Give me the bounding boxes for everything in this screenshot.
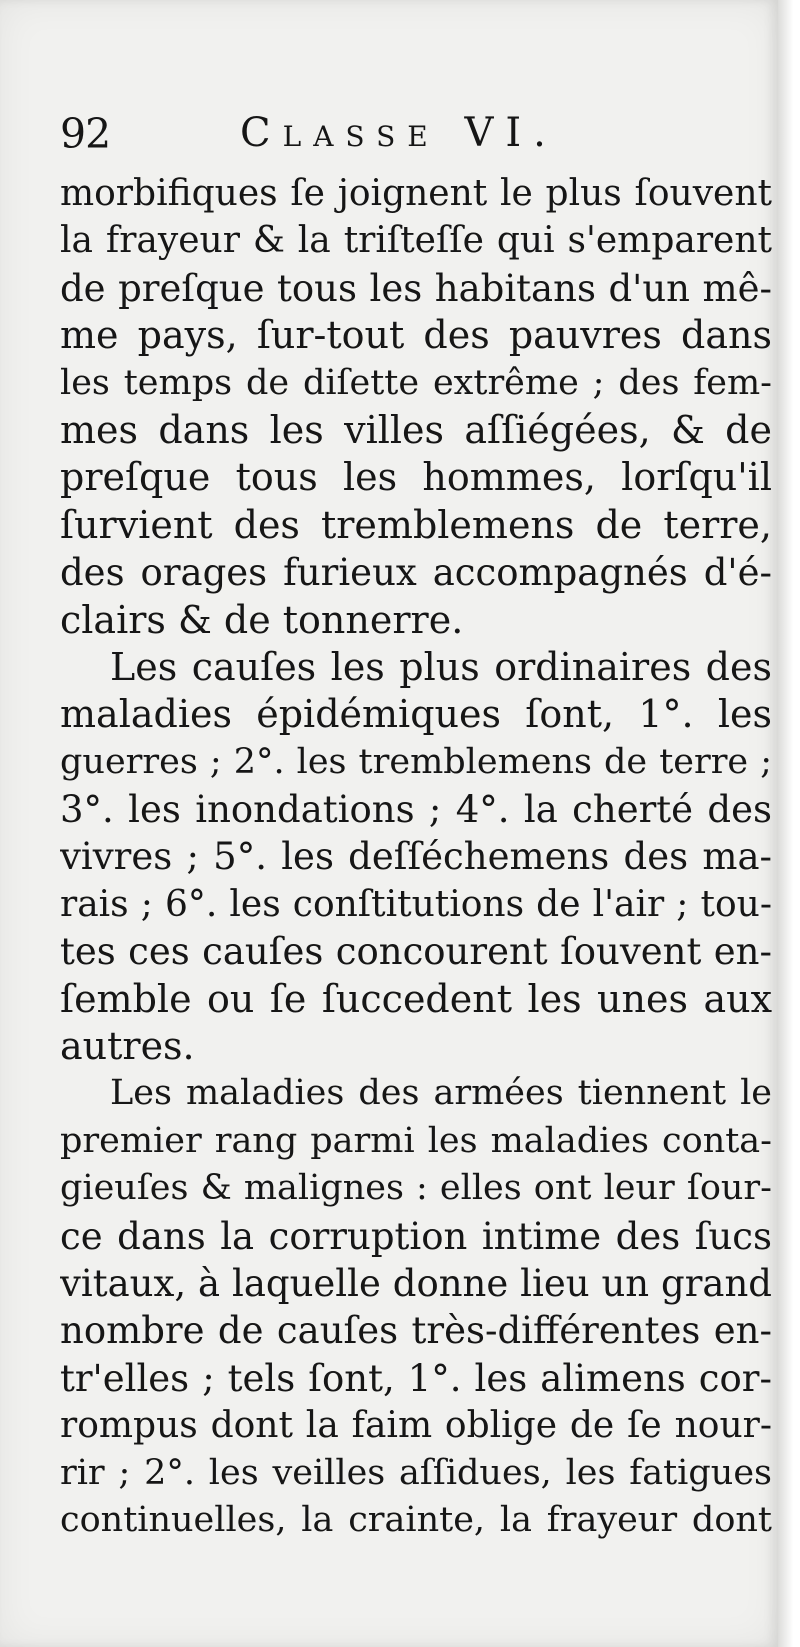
text-line: autres. (60, 1024, 195, 1069)
text-line: tr'elles ; tels ſont, 1°. les alimens cor- (60, 1356, 772, 1400)
text-line: gieuſes & malignes : elles ont leur ſour- (60, 1168, 772, 1209)
text-line: ſurvient des tremblemens de terre, (60, 502, 772, 547)
text-line: ce dans la corruption intime des ſucs (60, 1214, 772, 1258)
text-line: des orages furieux accompagnés d'é- (60, 551, 772, 595)
text-line: me pays, ſur-tout des pauvres dans (60, 313, 772, 358)
page-header (60, 104, 760, 168)
text-line: rompus dont la faim oblige de ſe nour- (60, 1405, 772, 1447)
text-line: la frayeur & la triſteſſe qui s'emparent (60, 220, 772, 262)
page-edge (778, 0, 800, 1647)
text-line: nombre de cauſes très-différentes en- (60, 1309, 772, 1353)
text-line: les temps de diſette extrême ; des fem- (60, 362, 772, 403)
text-line: premier rang parmi les maladies conta- (60, 1120, 772, 1161)
text-line: morbifiques ſe joignent le plus ſouvent (60, 173, 772, 214)
text-line: vivres ; 5°. les deſſéchemens des ma- (60, 835, 772, 879)
text-line: guerres ; 2°. les tremblemens de terre ; (60, 741, 772, 782)
text-line: maladies épidémiques ſont, 1°. les (60, 692, 772, 737)
text-line: mes dans les villes aſſiégées, & de (60, 407, 772, 452)
text-line: rir ; 2°. les veilles aſſidues, les fatigues (60, 1452, 772, 1493)
text-line: 3°. les inondations ; 4°. la cherté des (60, 788, 772, 832)
body-text (60, 170, 772, 1544)
running-head: Classe VI. (240, 110, 558, 156)
paragraph-start-line: Les maladies des armées tiennent le (110, 1073, 772, 1114)
text-line: tes ces cauſes concourent ſouvent en- (60, 930, 772, 974)
text-line: clairs & de tonnerre. (60, 597, 464, 642)
text-line: ſemble ou ſe ſuccedent les unes aux (60, 976, 772, 1021)
page-number: 92 (60, 110, 111, 158)
text-line: preſque tous les hommes, lorſqu'il (60, 455, 772, 500)
text-line: continuelles, la crainte, la frayeur dont (60, 1499, 772, 1540)
text-line: de preſque tous les habitans d'un mê- (60, 266, 772, 310)
text-line: rais ; 6°. les conſtitutions de l'air ; tou- (60, 883, 772, 925)
paragraph-start-line: Les cauſes les plus ordinaires des (110, 644, 772, 689)
text-line: vitaux, à laquelle donne lieu un grand (60, 1261, 772, 1305)
